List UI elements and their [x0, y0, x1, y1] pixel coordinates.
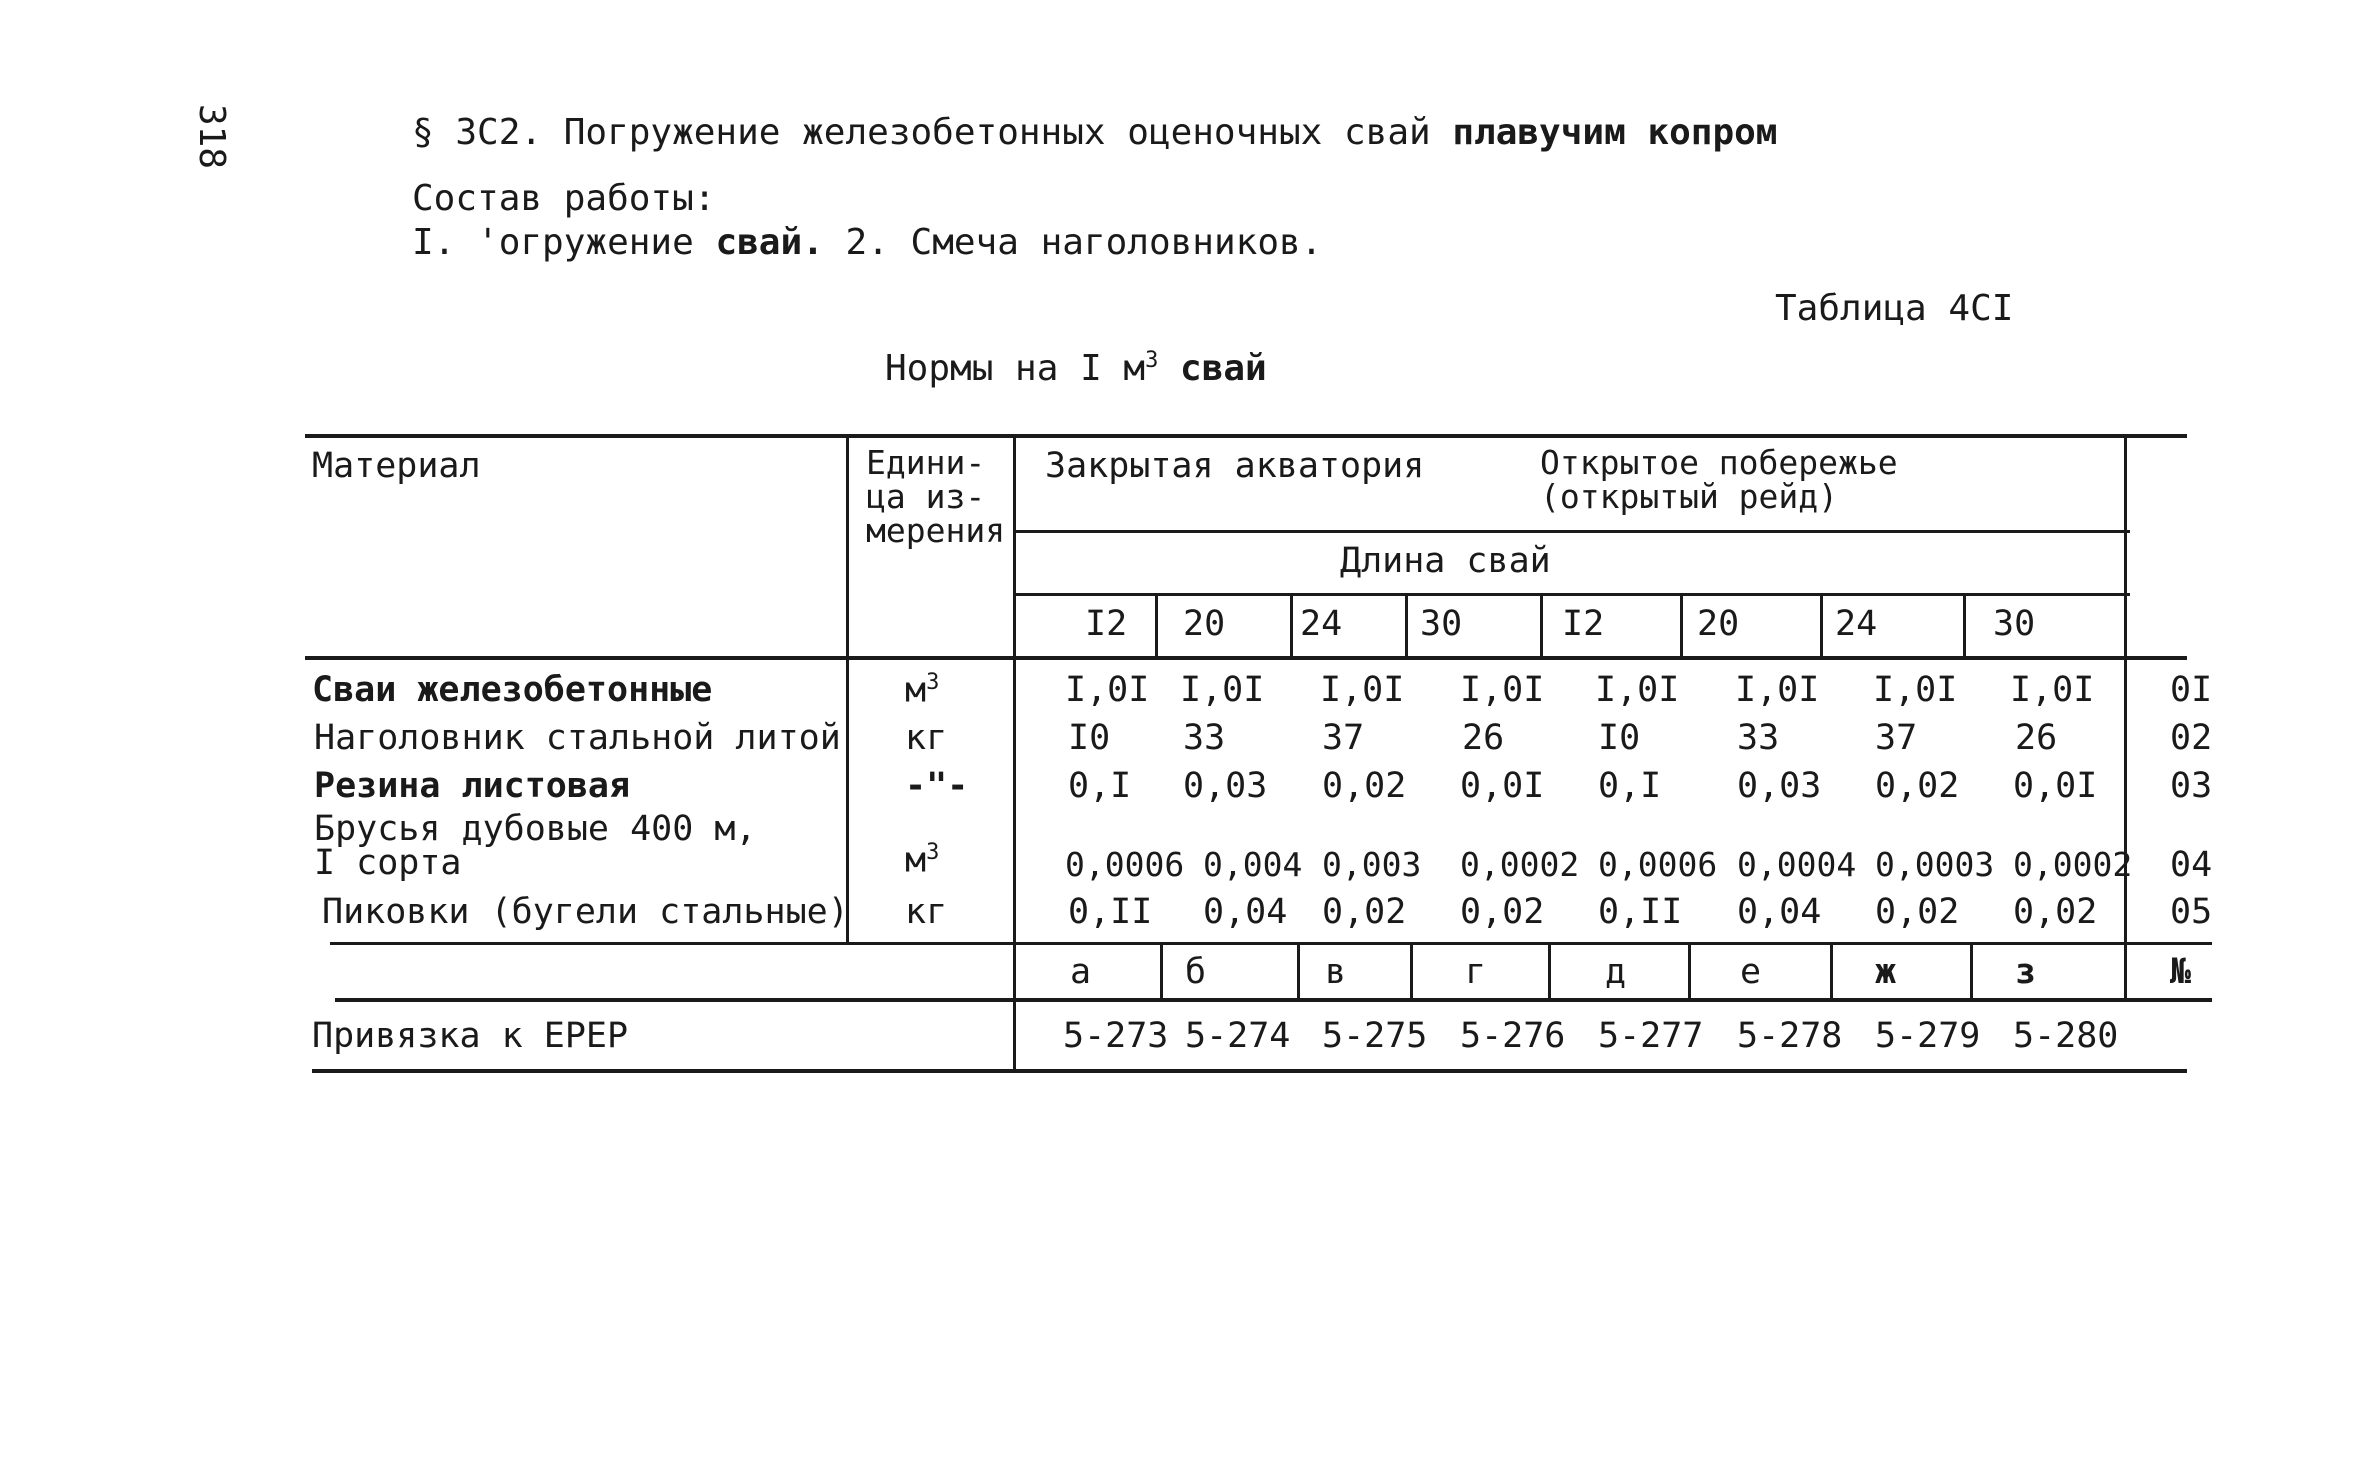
col-rule-unit-right	[1013, 436, 1016, 1072]
row-5-val-6: 0,04	[1737, 892, 1822, 932]
row-3-val-5: 0,I	[1598, 766, 1662, 806]
row-1-val-3: I,0I	[1320, 670, 1405, 710]
col-rule-h4	[1540, 595, 1543, 658]
row-3-val-1: 0,I	[1068, 766, 1132, 806]
header-closed: Закрытая акватория	[1045, 446, 1425, 486]
binding-2: 5-274	[1185, 1016, 1291, 1056]
length-7: 24	[1835, 604, 1878, 644]
letter-3: в	[1325, 952, 1347, 992]
header-unit	[866, 443, 1006, 550]
table-number: Таблица 4СI	[1775, 288, 2014, 329]
row-5-val-5: 0,II	[1598, 892, 1683, 932]
row-3-val-4: 0,0I	[1460, 766, 1545, 806]
letter-7: ж	[1875, 952, 1897, 992]
binding-6: 5-278	[1737, 1016, 1843, 1056]
row-2-val-1: I0	[1068, 718, 1111, 758]
header-length: Длина свай	[1340, 541, 1551, 581]
col-rule-unit-left	[846, 436, 849, 944]
row-4-unit-text: м	[905, 840, 927, 881]
row-4-name	[314, 809, 757, 883]
row-1-val-6: I,0I	[1735, 670, 1820, 710]
binding-5: 5-277	[1598, 1016, 1704, 1056]
col-rule-l3	[1410, 944, 1413, 1000]
row-1-val-4: I,0I	[1460, 670, 1545, 710]
row-4-val-4: 0,0002	[1460, 845, 1580, 884]
row-3-val-3: 0,02	[1322, 766, 1407, 806]
binding-label: Привязка к ЕРЕР	[312, 1016, 629, 1056]
row-5-unit: кг	[905, 892, 948, 932]
col-rule-h6	[1820, 595, 1823, 658]
header-rule-1	[1015, 530, 2130, 533]
row-4-val-8: 0,0002	[2013, 845, 2133, 884]
row-1-name: Сваи железобетонные	[312, 670, 713, 710]
work-label: Состав работы:	[412, 178, 716, 219]
row-3-val-8: 0,0I	[2013, 766, 2098, 806]
binding-4: 5-276	[1460, 1016, 1566, 1056]
row-4-val-3: 0,003	[1322, 845, 1422, 884]
body-bottom-rule	[330, 942, 2212, 945]
section-title	[412, 112, 1777, 153]
row-4-val-1: 0,0006	[1065, 845, 1185, 884]
col-rule-h2	[1290, 595, 1293, 658]
col-rule-l2	[1297, 944, 1300, 1000]
length-5: I2	[1562, 604, 1605, 644]
table-top-rule	[305, 434, 2187, 438]
row-1-val-1: I,0I	[1065, 670, 1150, 710]
row-5-val-8: 0,02	[2013, 892, 2098, 932]
col-rule-l5	[1688, 944, 1691, 1000]
row-4-unit-sup: 3	[926, 840, 940, 865]
row-5-val-2: 0,04	[1203, 892, 1288, 932]
row-5-val-1: 0,II	[1068, 892, 1153, 932]
letters-code: №	[2170, 952, 2192, 992]
row-4-code: 04	[2170, 845, 2213, 885]
row-5-val-3: 0,02	[1322, 892, 1407, 932]
length-8: 30	[1993, 604, 2036, 644]
row-1-code: 0I	[2170, 670, 2213, 710]
work-item-a: I. 'огружение	[412, 222, 694, 263]
col-rule-h7	[1963, 595, 1966, 658]
col-rule-h5	[1680, 595, 1683, 658]
section-title-bold: плавучим копром	[1452, 112, 1778, 153]
header-unit-line-1: Едини-	[866, 443, 986, 482]
col-rule-l1	[1160, 944, 1163, 1000]
row-2-val-5: I0	[1598, 718, 1641, 758]
norms-prefix: Нормы на I м	[885, 348, 1146, 389]
row-4-val-5: 0,0006	[1598, 845, 1718, 884]
work-item-b: свай.	[715, 222, 824, 263]
letter-1: а	[1070, 952, 1092, 992]
letter-6: е	[1740, 952, 1762, 992]
section-title-text: § 3С2. Погружение железобетонных оценочных свай	[412, 112, 1431, 153]
row-1-val-7: I,0I	[1873, 670, 1958, 710]
row-4-unit	[905, 840, 939, 881]
letters-bottom-rule	[335, 998, 2212, 1002]
row-3-name: Резина листовая	[314, 766, 631, 806]
header-unit-line-3: мерения	[866, 511, 1006, 550]
col-rule-code	[2124, 436, 2127, 1001]
row-4-val-7: 0,0003	[1875, 845, 1995, 884]
length-6: 20	[1697, 604, 1740, 644]
row-2-val-3: 37	[1322, 718, 1365, 758]
work-item-c: 2. Смеча наголовников.	[845, 222, 1323, 263]
work-items	[412, 222, 1322, 263]
binding-3: 5-275	[1322, 1016, 1428, 1056]
norms-caption	[885, 348, 1267, 389]
row-2-val-7: 37	[1875, 718, 1918, 758]
header-open	[1540, 443, 1898, 516]
row-2-name: Наголовник стальной литой	[314, 718, 841, 758]
length-2: 20	[1183, 604, 1226, 644]
row-4-val-6: 0,0004	[1737, 845, 1857, 884]
letter-4: г	[1465, 952, 1487, 992]
row-5-val-7: 0,02	[1875, 892, 1960, 932]
binding-1: 5-273	[1063, 1016, 1169, 1056]
col-rule-h3	[1405, 595, 1408, 658]
row-2-val-4: 26	[1462, 718, 1505, 758]
header-open-line-1: Открытое побережье	[1540, 443, 1898, 482]
norms-suffix: свай	[1180, 348, 1267, 389]
norms-sup: 3	[1145, 348, 1159, 373]
row-4-name-line-2: I сорта	[314, 843, 462, 883]
header-material: Материал	[312, 446, 481, 486]
row-4-name-line-1: Брусья дубовые 400 м,	[314, 809, 757, 849]
row-1-unit-sup: 3	[926, 670, 940, 695]
col-rule-l6	[1830, 944, 1833, 1000]
row-1-val-8: I,0I	[2010, 670, 2095, 710]
row-2-val-2: 33	[1183, 718, 1226, 758]
row-1-unit	[905, 670, 939, 711]
row-3-code: 03	[2170, 766, 2213, 806]
row-5-name: Пиковки (бугели стальные)	[322, 892, 849, 932]
row-1-val-2: I,0I	[1180, 670, 1265, 710]
col-rule-h1	[1155, 595, 1158, 658]
row-3-val-6: 0,03	[1737, 766, 1822, 806]
row-2-val-8: 26	[2015, 718, 2058, 758]
row-4-val-2: 0,004	[1203, 845, 1303, 884]
header-bottom-rule	[305, 656, 2187, 660]
length-3: 24	[1300, 604, 1343, 644]
page-number: 318	[191, 104, 232, 170]
row-3-val-7: 0,02	[1875, 766, 1960, 806]
length-1: I2	[1085, 604, 1128, 644]
row-2-unit: кг	[905, 718, 948, 758]
row-1-unit-text: м	[905, 670, 927, 711]
col-rule-l4	[1548, 944, 1551, 1000]
letter-8: з	[2015, 952, 2037, 992]
letter-2: б	[1185, 952, 1207, 992]
col-rule-l7	[1970, 944, 1973, 1000]
row-3-val-2: 0,03	[1183, 766, 1268, 806]
row-1-val-5: I,0I	[1595, 670, 1680, 710]
letter-5: д	[1605, 952, 1627, 992]
row-5-code: 05	[2170, 892, 2213, 932]
binding-7: 5-279	[1875, 1016, 1981, 1056]
row-2-val-6: 33	[1737, 718, 1780, 758]
binding-8: 5-280	[2013, 1016, 2119, 1056]
header-open-line-2: (открытый рейд)	[1540, 477, 1839, 516]
row-2-code: 02	[2170, 718, 2213, 758]
row-3-unit: -"-	[905, 766, 969, 806]
table-bottom-rule	[312, 1069, 2187, 1073]
length-4: 30	[1420, 604, 1463, 644]
header-unit-line-2: ца из-	[866, 477, 986, 516]
row-5-val-4: 0,02	[1460, 892, 1545, 932]
